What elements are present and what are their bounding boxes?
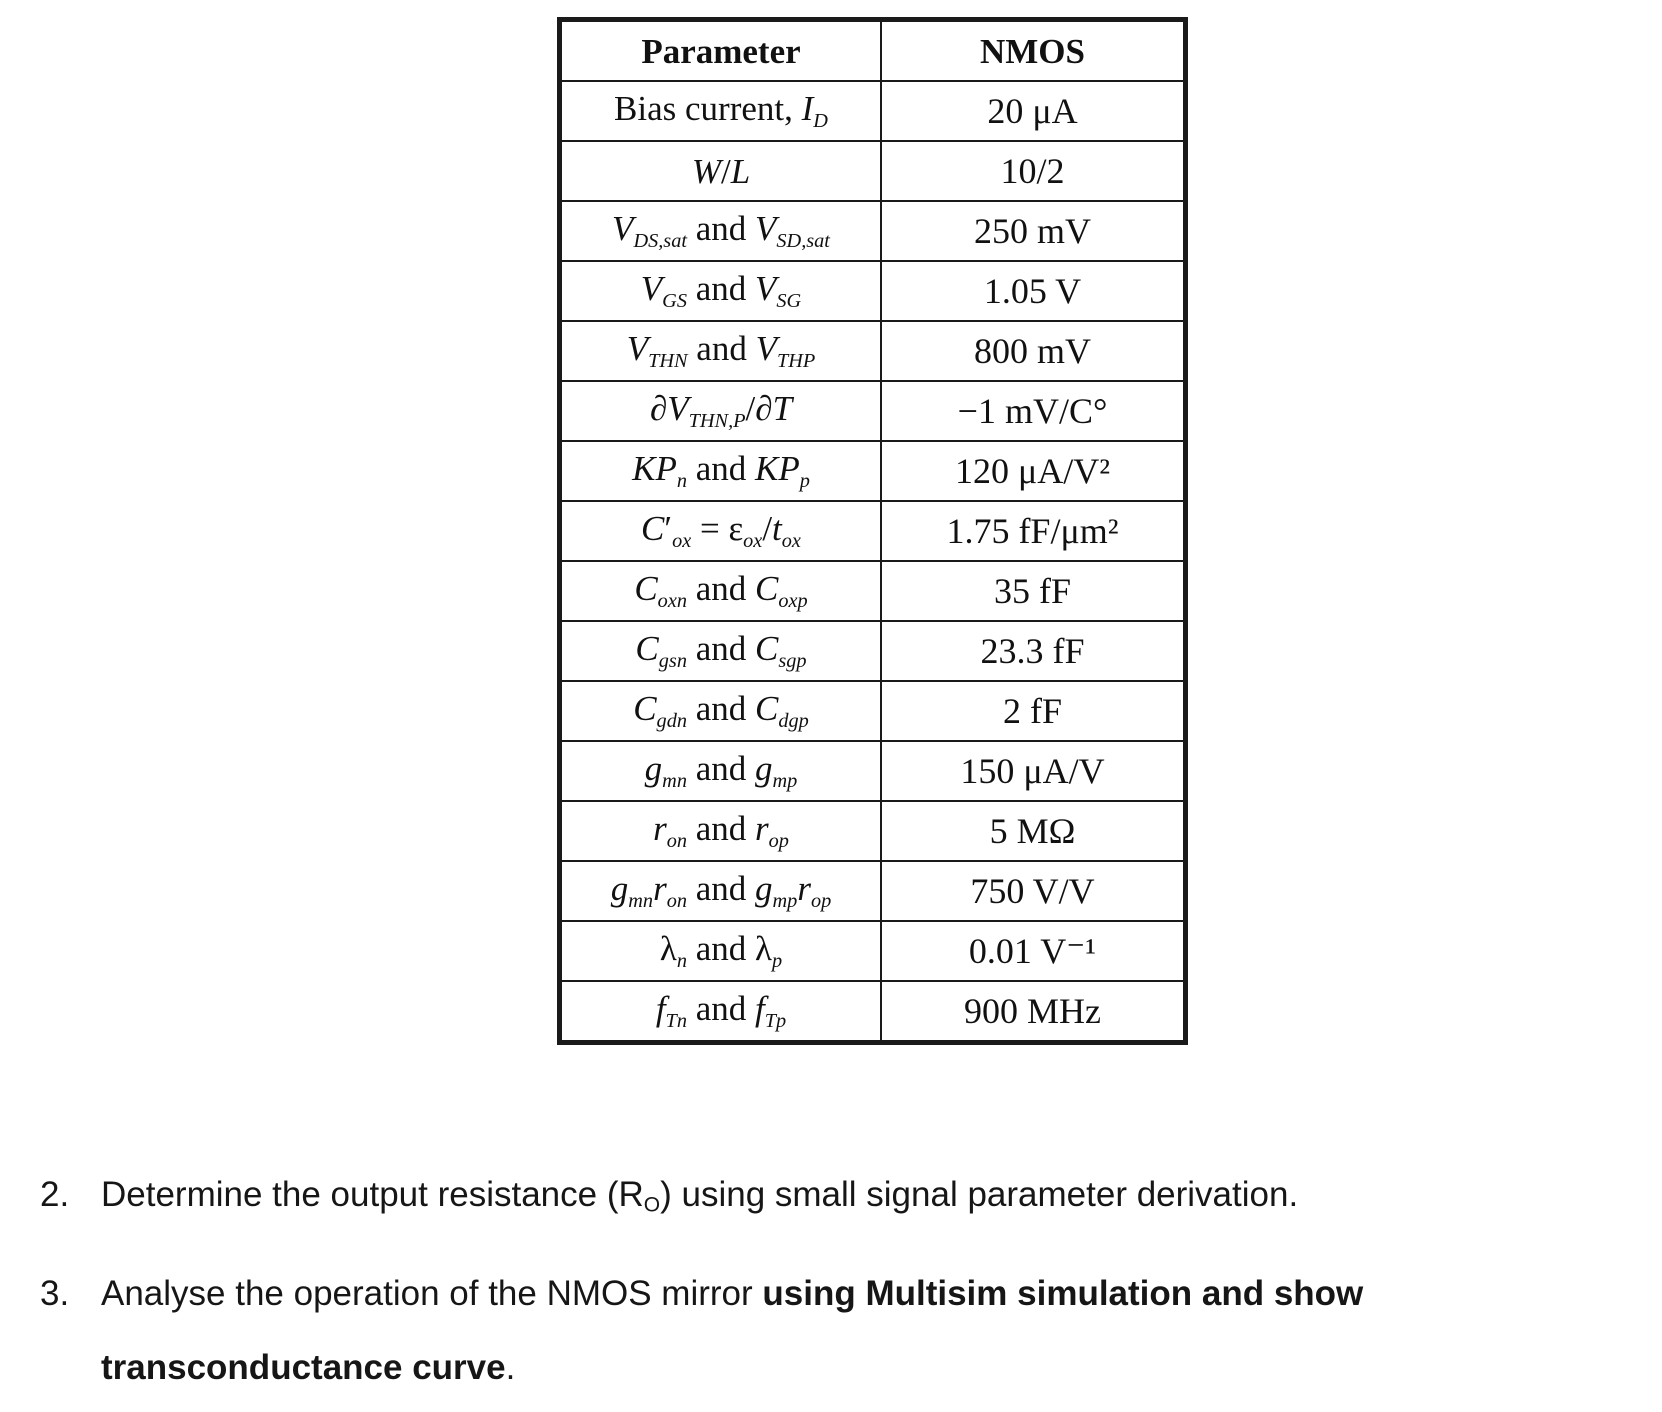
question-2 <box>40 1175 1298 1217</box>
table-row <box>561 621 1184 681</box>
value-cell: 120 μA/V² <box>881 441 1184 501</box>
table-row <box>561 441 1184 501</box>
param-vgs: $V_{GS}$ and $V_{SG}$ <box>561 261 881 321</box>
table-row <box>561 801 1184 861</box>
column-header-parameter: Parameter <box>561 21 881 81</box>
param-cgs: $C_{gsn}$ and $C_{sgp}$ <box>561 621 881 681</box>
table-row <box>561 861 1184 921</box>
table-row <box>561 141 1184 201</box>
table-row <box>561 201 1184 261</box>
table-row <box>561 681 1184 741</box>
value-cell: 800 mV <box>881 321 1184 381</box>
column-header-nmos: NMOS <box>881 21 1184 81</box>
param-vth: $V_{THN}$ and $V_{THP}$ <box>561 321 881 381</box>
question-text: Determine the output resistance $(R_O)$ using small signal parameter derivation. <box>101 1175 1299 1217</box>
value-cell: 10/2 <box>881 141 1184 201</box>
param-cox-prime: $C'_{ox} = \varepsilon_{ox}/t_{ox}$ <box>561 501 881 561</box>
table-row <box>561 261 1184 321</box>
question-number: 3. <box>40 1274 70 1313</box>
value-cell: 0.01 V⁻¹ <box>881 921 1184 981</box>
param-lambda: $\lambda_n$ and $\lambda_p$ <box>561 921 881 981</box>
value-cell: 250 mV <box>881 201 1184 261</box>
table-row <box>561 921 1184 981</box>
value-cell: 900 MHz <box>881 981 1184 1041</box>
param-intrinsic-gain: $g_{mn}r_{on}$ and $g_{mp}r_{op}$ <box>561 861 881 921</box>
table-row <box>561 321 1184 381</box>
value-cell: 750 V/V <box>881 861 1184 921</box>
value-cell: 2 fF <box>881 681 1184 741</box>
parameter-table <box>557 17 1188 1045</box>
table-row <box>561 501 1184 561</box>
question-3 <box>40 1257 1521 1405</box>
table-header-row <box>561 21 1184 81</box>
value-cell: 35 fF <box>881 561 1184 621</box>
param-ft: $f_{Tn}$ and $f_{Tp}$ <box>561 981 881 1041</box>
table-row <box>561 561 1184 621</box>
param-gm: $g_{mn}$ and $g_{mp}$ <box>561 741 881 801</box>
table-row <box>561 81 1184 141</box>
param-vds-sat: $V_{DS,sat}$ and $V_{SD,sat}$ <box>561 201 881 261</box>
question-number: 2. <box>40 1175 70 1214</box>
value-cell: 150 μA/V <box>881 741 1184 801</box>
param-cox: $C_{oxn}$ and $C_{oxp}$ <box>561 561 881 621</box>
param-w-over-l: W/L <box>561 141 881 201</box>
value-cell: −1 mV/C° <box>881 381 1184 441</box>
value-cell: 1.75 fF/μm² <box>881 501 1184 561</box>
value-cell: 1.05 V <box>881 261 1184 321</box>
param-vth-temp-coeff: $\partial V_{THN,P}/\partial T$ <box>561 381 881 441</box>
table-row <box>561 381 1184 441</box>
value-cell: 23.3 fF <box>881 621 1184 681</box>
value-cell: 20 μA <box>881 81 1184 141</box>
param-kp: $KP_n$ and $KP_p$ <box>561 441 881 501</box>
table-row <box>561 741 1184 801</box>
table-row <box>561 981 1184 1041</box>
question-text: Analyse the operation of the NMOS mirror using Multisim simulation and show transconductance curve. <box>101 1274 1364 1387</box>
param-ro: $r_{on}$ and $r_{op}$ <box>561 801 881 861</box>
param-cgd: $C_{gdn}$ and $C_{dgp}$ <box>561 681 881 741</box>
param-bias-current: Bias current, $I_D$ <box>561 81 881 141</box>
value-cell: 5 MΩ <box>881 801 1184 861</box>
